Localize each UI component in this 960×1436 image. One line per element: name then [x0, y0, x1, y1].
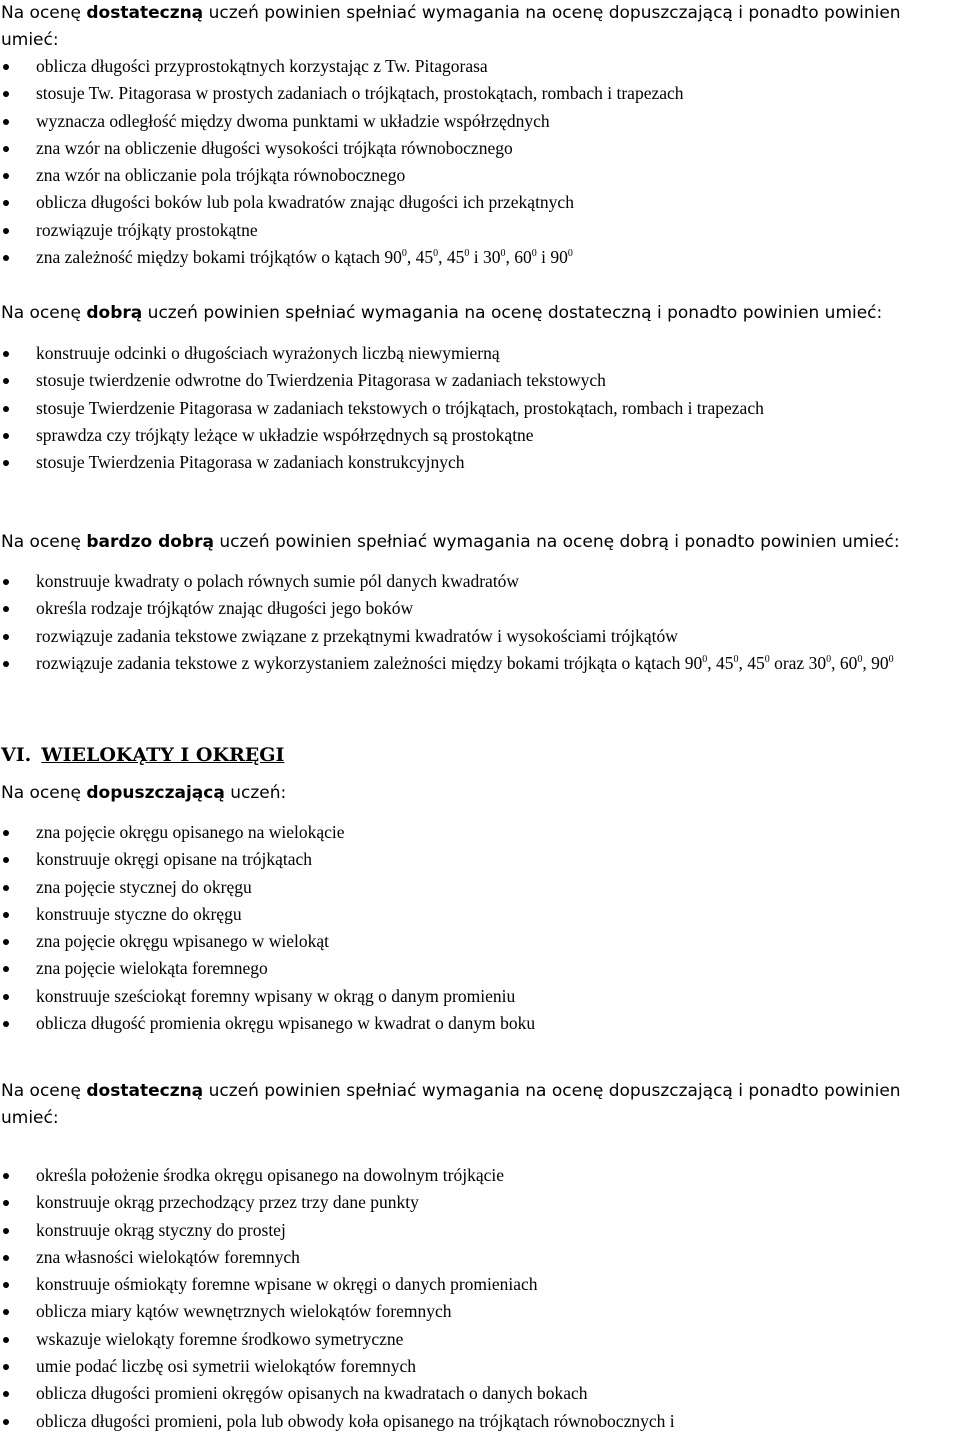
- bullet-icon: [3, 433, 9, 439]
- list-item: [0, 983, 960, 1010]
- list-block-2: [0, 340, 960, 476]
- bullet-icon: [3, 1228, 9, 1234]
- item-text: , 60: [831, 652, 858, 673]
- degree-superscript: 0: [826, 653, 832, 665]
- list-item: [0, 819, 960, 846]
- bullet-icon: [3, 912, 9, 918]
- list-item: [0, 135, 960, 162]
- list-item: [0, 568, 960, 595]
- degree-superscript: 0: [888, 653, 894, 665]
- degree-superscript: 0: [733, 653, 739, 665]
- bullet-icon: [3, 460, 9, 466]
- bullet-icon: [3, 406, 9, 412]
- list-item: [0, 1408, 960, 1435]
- item-text: konstruuje sześciokąt foremny wpisany w okrąg o danym promieniu: [36, 985, 516, 1006]
- bullet-icon: [3, 378, 9, 384]
- bullet-icon: [3, 661, 9, 667]
- item-text: konstruuje styczne do okręgu: [36, 903, 242, 924]
- degree-superscript: 0: [702, 653, 708, 665]
- grade-name: dostateczną: [86, 1081, 204, 1101]
- list-item: [0, 623, 960, 650]
- item-text: konstruuje kwadraty o polach równych sumie pól danych kwadratów: [36, 571, 520, 591]
- list-block-1: [0, 53, 960, 271]
- list-item: [0, 244, 960, 271]
- list-item: [0, 874, 960, 901]
- list-item: [0, 395, 960, 422]
- item-text: zna zależność między bokami trójkątów o kątach 90: [36, 247, 402, 268]
- bullet-icon: [3, 1337, 9, 1343]
- list-item: [0, 367, 960, 394]
- list-item: [0, 650, 960, 677]
- list-item: [0, 422, 960, 449]
- item-text: zna wzór na obliczenie długości wysokości trójkąta równobocznego: [36, 137, 513, 158]
- item-text: oblicza długości boków lub pola kwadratów znając długości ich przekątnych: [36, 192, 574, 213]
- grade-name: dostateczną: [86, 3, 204, 23]
- list-item: [0, 108, 960, 135]
- text-block-1: [0, 0, 960, 54]
- bullet-icon: [3, 1419, 9, 1425]
- item-text: , 60: [505, 247, 532, 268]
- degree-superscript: 0: [857, 653, 863, 665]
- bullet-icon: [3, 966, 9, 972]
- bullet-icon: [3, 994, 9, 1000]
- text-block-3: [0, 529, 960, 556]
- list-item: [0, 1010, 960, 1037]
- item-text: konstruuje ośmiokąty foremne wpisane w okręgi o danych promieniach: [36, 1274, 538, 1295]
- list-item: [0, 53, 960, 80]
- item-text: stosuje twierdzenie odwrotne do Twierdzenia Pitagorasa w zadaniach tekstowych: [36, 370, 606, 391]
- section-heading-block: [0, 742, 960, 769]
- bullet-icon: [3, 200, 9, 206]
- list-item: [0, 1189, 960, 1216]
- bullet-icon: [3, 351, 9, 357]
- list-item: [0, 1217, 960, 1244]
- list-item: [0, 1162, 960, 1189]
- item-text: rozwiązuje trójkąty prostokątne: [36, 219, 258, 240]
- item-text: rozwiązuje zadania tekstowe związane z przekątnymi kwadratów i wysokościami trójkątów: [36, 625, 678, 646]
- list-item: [0, 217, 960, 244]
- bullet-icon: [3, 634, 9, 640]
- item-text: wskazuje wielokąty foremne środkowo symetryczne: [36, 1328, 404, 1349]
- list-item: [0, 80, 960, 107]
- item-text: i 90: [536, 247, 568, 268]
- item-text: sprawdza czy trójkąty leżące w układzie współrzędnych są prostokątne: [36, 424, 534, 445]
- item-text: oblicza długości promieni, pola lub obwody koła opisanego na trójkątach równobocznych i: [36, 1410, 675, 1431]
- list-block-5: [0, 1162, 960, 1435]
- item-text: konstruuje okrąg przechodzący przez trzy dane punkty: [36, 1192, 419, 1213]
- item-text: konstruuje okrąg styczny do prostej: [36, 1219, 286, 1240]
- grade-name: dobrą: [86, 303, 143, 323]
- grade-requirement-dobra: Na ocenę dobrą uczeń powinien spełniać wymagania na ocenę dostateczną i ponadto powinien umieć:: [1, 303, 883, 323]
- item-text: , 45: [406, 247, 434, 268]
- item-text: stosuje Twierdzenia Pitagorasa w zadaniach konstrukcyjnych: [36, 452, 465, 473]
- requirements-list: [0, 819, 960, 1037]
- degree-superscript: 0: [464, 248, 470, 260]
- section-number: VI.: [1, 744, 32, 766]
- text-block-4: [0, 780, 960, 807]
- item-text: zna wzór na obliczanie pola trójkąta równobocznego: [36, 165, 406, 186]
- bullet-icon: [3, 830, 9, 836]
- item-text: określa położenie środka okręgu opisanego na dowolnym trójkącie: [36, 1165, 504, 1185]
- list-item: [0, 1326, 960, 1353]
- list-item: [0, 449, 960, 476]
- bullet-icon: [3, 173, 9, 179]
- grade-name: bardzo dobrą: [86, 532, 214, 552]
- degree-superscript: 0: [433, 248, 439, 260]
- degree-superscript: 0: [567, 248, 573, 260]
- item-text: zna pojęcie wielokąta foremnego: [36, 958, 268, 979]
- item-text: oraz 30: [769, 652, 827, 673]
- item-text: oblicza miary kątów wewnętrznych wielokątów foremnych: [36, 1301, 452, 1322]
- bullet-icon: [3, 64, 9, 70]
- bullet-icon: [3, 146, 9, 152]
- item-text: konstruuje okręgi opisane na trójkątach: [36, 849, 313, 870]
- item-text: oblicza długość promienia okręgu wpisanego w kwadrat o danym boku: [36, 1013, 536, 1034]
- grade-requirement-dopuszczajaca: Na ocenę dopuszczającą uczeń:: [1, 783, 287, 803]
- item-text: umie podać liczbę osi symetrii wielokątów foremnych: [36, 1356, 417, 1377]
- item-text: zna pojęcie okręgu opisanego na wielokącie: [36, 822, 345, 842]
- bullet-icon: [3, 1309, 9, 1315]
- text-block-2: [0, 300, 960, 327]
- item-text: , 45: [707, 652, 734, 673]
- grade-requirement-dostateczna-2: Na ocenę dostateczną uczeń powinien spełniać wymagania na ocenę dopuszczającą i ponadto powinien umieć:: [1, 1081, 901, 1128]
- list-item: [0, 595, 960, 622]
- bullet-icon: [3, 1364, 9, 1370]
- bullet-icon: [3, 1255, 9, 1261]
- section-title-text: WIELOKĄTY I OKRĘGI: [41, 744, 285, 766]
- list-block-3: [0, 568, 960, 677]
- item-text: stosuje Twierdzenie Pitagorasa w zadaniach tekstowych o trójkątach, prostokątach, rombach i trapezach: [36, 397, 764, 418]
- item-text: , 45: [738, 652, 765, 673]
- list-block-4: [0, 819, 960, 1037]
- list-item: [0, 846, 960, 873]
- list-item: [0, 901, 960, 928]
- list-item: [0, 1353, 960, 1380]
- bullet-icon: [3, 119, 9, 125]
- item-text: konstruuje odcinki o długościach wyrażonych liczbą niewymierną: [36, 343, 500, 363]
- item-text: oblicza długości promieni okręgów opisanych na kwadratach o danych bokach: [36, 1383, 588, 1404]
- grade-requirement-bardzo-dobra: Na ocenę bardzo dobrą uczeń powinien spełniać wymagania na ocenę dobrą i ponadto powinien umieć:: [1, 532, 900, 552]
- list-item: [0, 928, 960, 955]
- bullet-icon: [3, 1173, 9, 1179]
- item-text: rozwiązuje zadania tekstowe z wykorzystaniem zależności między bokami trójkąta o kątach 90: [36, 652, 703, 673]
- bullet-icon: [3, 606, 9, 612]
- requirements-list: [0, 568, 960, 677]
- item-text: , 45: [438, 247, 465, 268]
- degree-superscript: 0: [500, 248, 506, 260]
- item-text: zna własności wielokątów foremnych: [36, 1246, 300, 1267]
- bullet-icon: [3, 1391, 9, 1397]
- bullet-icon: [3, 1282, 9, 1288]
- requirements-list: [0, 53, 960, 271]
- grade-name: dopuszczającą: [86, 783, 225, 803]
- bullet-icon: [3, 91, 9, 97]
- item-text: wyznacza odległość między dwoma punktami w układzie współrzędnych: [36, 110, 550, 131]
- degree-superscript: 0: [401, 248, 407, 260]
- bullet-icon: [3, 1021, 9, 1027]
- list-item: [0, 955, 960, 982]
- requirements-list: [0, 1162, 960, 1435]
- list-item: [0, 1244, 960, 1271]
- bullet-icon: [3, 857, 9, 863]
- list-item: [0, 340, 960, 367]
- list-item: [0, 1380, 960, 1407]
- section-title: [0, 742, 960, 769]
- item-text: i 30: [469, 247, 501, 268]
- bullet-icon: [3, 255, 9, 261]
- bullet-icon: [3, 885, 9, 891]
- degree-superscript: 0: [764, 653, 770, 665]
- text-block-5: [0, 1078, 960, 1132]
- list-item: [0, 1271, 960, 1298]
- bullet-icon: [3, 228, 9, 234]
- bullet-icon: [3, 579, 9, 585]
- degree-superscript: 0: [531, 248, 537, 260]
- item-text: stosuje Tw. Pitagorasa w prostych zadaniach o trójkątach, prostokątach, rombach i trapezach: [36, 83, 684, 104]
- item-text: oblicza długości przyprostokątnych korzystając z Tw. Pitagorasa: [36, 56, 488, 76]
- requirements-list: [0, 340, 960, 476]
- bullet-icon: [3, 1200, 9, 1206]
- item-text: zna pojęcie okręgu wpisanego w wielokąt: [36, 931, 330, 952]
- grade-requirement-dostateczna: Na ocenę dostateczną uczeń powinien spełniać wymagania na ocenę dopuszczającą i ponadto powinien umieć:: [1, 3, 901, 50]
- item-text: , 90: [862, 652, 889, 673]
- item-text: zna pojęcie stycznej do okręgu: [36, 876, 252, 897]
- list-item: [0, 162, 960, 189]
- item-text: określa rodzaje trójkątów znając długości jego boków: [36, 598, 414, 619]
- list-item: [0, 1298, 960, 1325]
- bullet-icon: [3, 939, 9, 945]
- list-item: [0, 189, 960, 216]
